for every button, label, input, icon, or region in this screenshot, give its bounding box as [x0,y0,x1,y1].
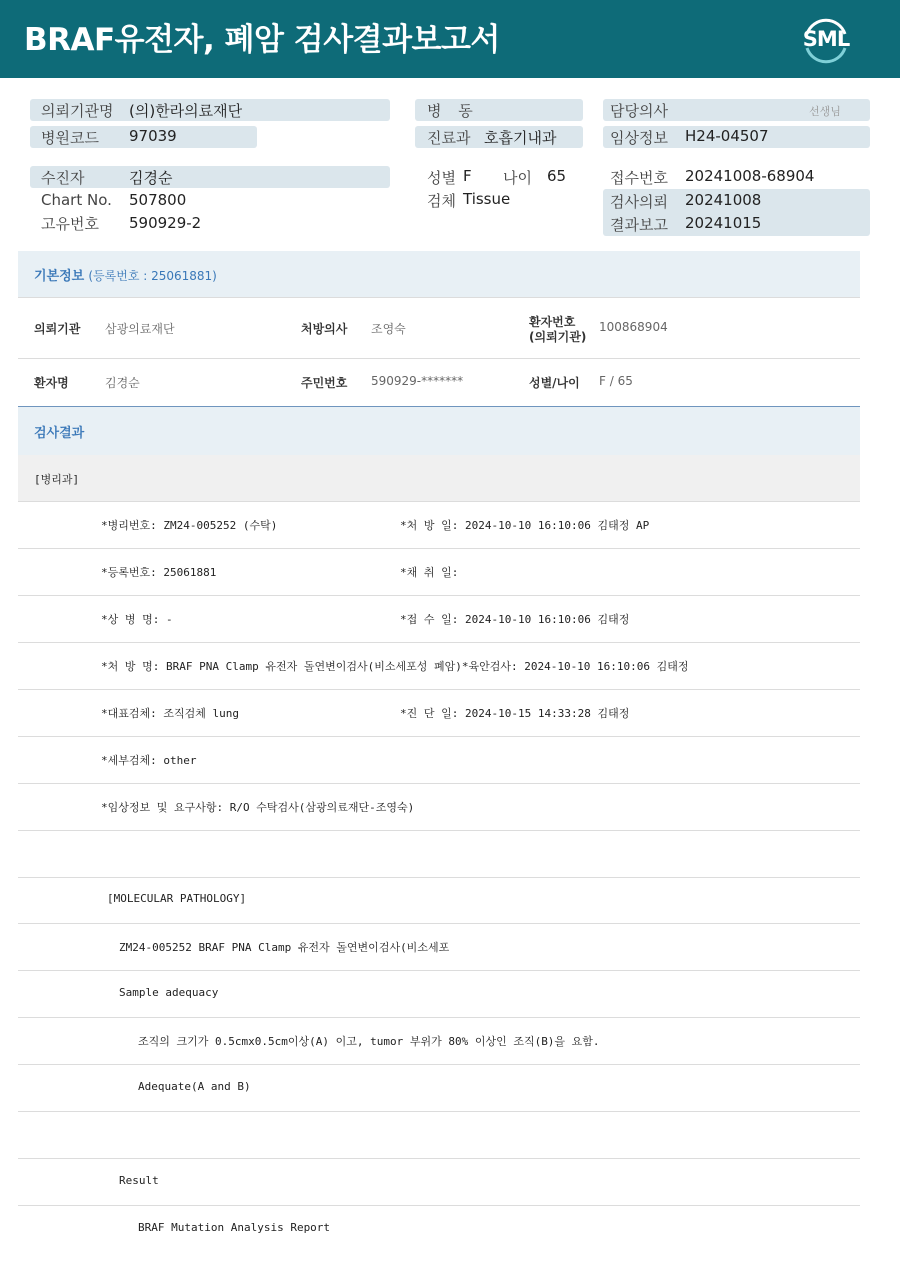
basic-info-title-text: 기본정보 [34,269,85,284]
report-label: 결과보고 [610,216,668,234]
result-line: BRAF Mutation Analysis Report [138,1221,331,1234]
request-label: 검사의뢰 [610,193,668,211]
clinical-label: 임상정보 [610,129,668,147]
result-line: *접 수 일: 2024-10-10 16:10:06 김태정 [400,613,630,626]
divider [18,1111,860,1112]
chart-value: 507800 [129,191,187,209]
divider [18,501,860,502]
prescriber-label: 처방의사 [301,322,348,336]
institution-label: 의뢰기관명 [41,102,114,120]
result-line: *처 방 일: 2024-10-10 16:10:06 김태정 AP [400,519,650,532]
patient-no-label-2: (의뢰기관) [529,330,587,344]
divider [18,783,860,784]
inst-label: 의뢰기관 [34,322,81,336]
receipt-label: 접수번호 [610,169,668,187]
result-line: *채 취 일: [400,566,459,579]
specimen-value: Tissue [463,190,511,208]
patient-name-label: 환자명 [34,376,69,390]
dept-label: 진료과 [427,129,471,147]
result-line: *임상정보 및 요구사항: R/O 수탁검사(삼광의료재단-조영숙) [101,801,415,814]
sex-label: 성별 [427,169,456,187]
specimen-label: 검체 [427,192,456,210]
patient-name-value: 김경순 [105,376,140,390]
basic-info-title [34,265,217,284]
id-value: 590929-2 [129,214,202,232]
divider [18,358,860,359]
dept-value: 호흡기내과 [484,129,557,147]
result-line: Result [119,1174,159,1187]
divider [18,970,860,971]
result-line: Adequate(A and B) [138,1080,251,1093]
result-title: 검사결과 [34,426,85,441]
sex-age-label: 성별/나이 [529,376,580,390]
age-label: 나이 [503,169,532,187]
prescriber-value: 조영숙 [371,322,406,336]
divider [18,297,860,298]
id-label: 고유번호 [41,215,99,233]
result-line: *진 단 일: 2024-10-15 14:33:28 김태정 [400,707,630,720]
result-header [18,407,860,455]
divider [18,830,860,831]
chart-label: Chart No. [41,191,112,209]
patient-value: 김경순 [129,169,173,187]
result-line: [MOLECULAR PATHOLOGY] [107,892,247,905]
rrn-value: 590929-******* [371,374,464,388]
patient-no-value: 100868904 [599,320,668,334]
request-value: 20241008 [685,191,762,209]
result-line: *세부검체: other [101,754,197,767]
age-value: 65 [547,167,567,185]
result-line: *상 병 명: - [101,613,173,626]
patient-label: 수진자 [41,169,85,187]
result-line: *처 방 명: BRAF PNA Clamp 유전자 돌연변이검사(비소세포성 폐암)*육안검사: 2024-10-10 16:10:06 김태정 [101,660,689,673]
divider [18,923,860,924]
clinical-value: H24-04507 [685,127,769,145]
divider [18,1064,860,1065]
receipt-value: 20241008-68904 [685,167,815,185]
divider [18,595,860,596]
report-value: 20241015 [685,214,762,232]
divider [18,642,860,643]
divider [18,1017,860,1018]
sml-logo [798,12,854,68]
divider [18,736,860,737]
result-line: *병리번호: ZM24-005252 (수탁) [101,519,278,532]
hospital-code-label: 병원코드 [41,129,99,147]
hospital-code-value: 97039 [129,127,177,145]
result-line: 조직의 크기가 0.5cmx0.5cm이상(A) 이고, tumor 부위가 80% 이상인 조직(B)을 요함. [138,1035,600,1048]
result-line: ZM24-005252 BRAF PNA Clamp 유전자 돌연변이검사(비소세포 [119,941,450,954]
divider [18,548,860,549]
divider [18,689,860,690]
doctor-suffix: 선생님 [809,105,841,118]
doctor-label: 담당의사 [610,102,668,120]
logo-text: SML [802,27,850,51]
divider [18,406,860,407]
registration-number: (등록번호 : 25061881) [88,269,217,283]
result-line: Sample adequacy [119,986,219,999]
divider [18,1205,860,1206]
report-title: BRAF유전자, 폐암 검사결과보고서 [24,22,500,58]
institution-value: (의)한라의료재단 [129,102,243,120]
divider [18,877,860,878]
pathology-dept-label: [병리과] [34,473,80,486]
divider [18,1158,860,1159]
rrn-label: 주민번호 [301,376,348,390]
sex-age-value: F / 65 [599,374,633,388]
patient-no-label-1: 환자번호 [529,315,576,329]
sex-value: F [463,167,472,185]
pathology-dept-band [18,455,860,501]
report-header [0,0,900,78]
inst-value: 삼광의료재단 [105,322,175,336]
result-line: *대표검체: 조직검체 lung [101,707,239,720]
result-line: *등록번호: 25061881 [101,566,217,579]
ward-label: 병 동 [427,102,479,120]
